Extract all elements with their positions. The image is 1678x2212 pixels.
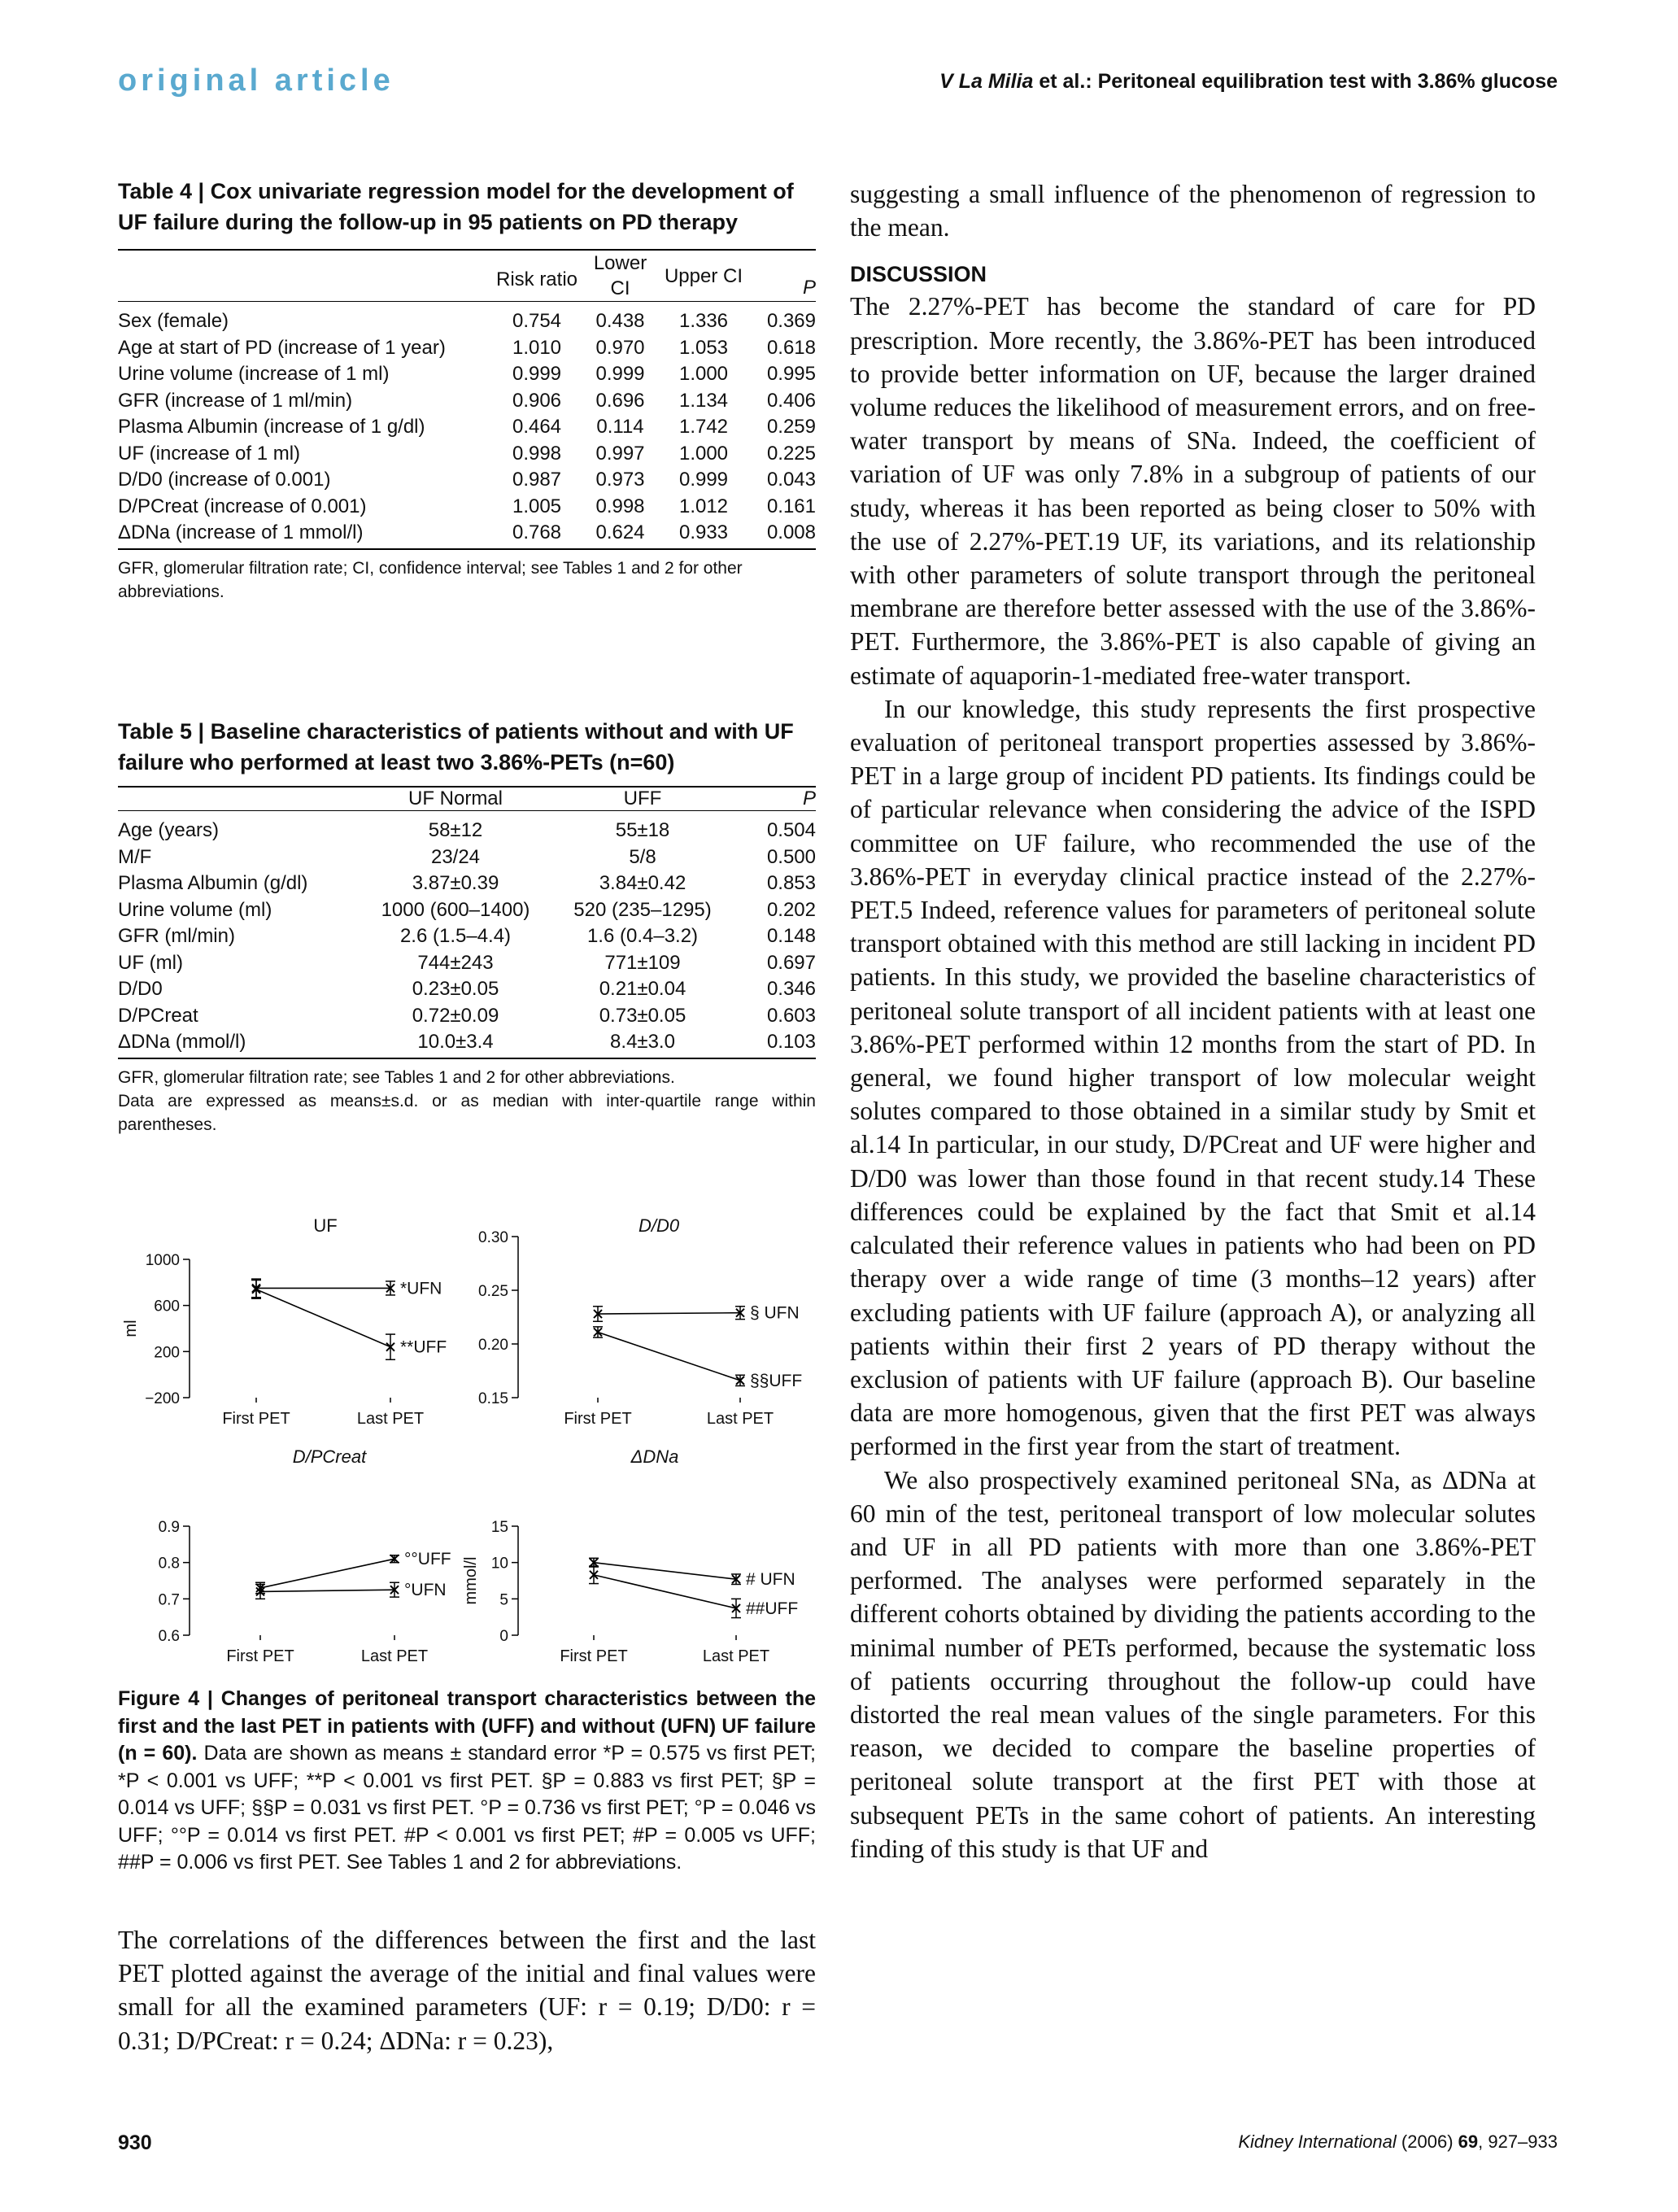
- table4-col-1: Risk ratio: [492, 250, 582, 302]
- table4-caption: Table 4 | Cox univariate regression model for the development of UF failure during the follow-up in 95 patients on PD therapy: [118, 179, 794, 234]
- table4-row: [118, 388, 816, 415]
- y-tick-label: 0.15: [478, 1390, 508, 1407]
- table5-footnote-2: Data are expressed as means±s.d. or as median with inter-quartile range within parentheses.: [118, 1091, 816, 1134]
- right-column: [850, 177, 1536, 1865]
- table5-cell: Urine volume (ml): [118, 898, 272, 921]
- table5-cell: 520 (235–1295): [573, 898, 712, 921]
- table4: [118, 249, 816, 547]
- table4-cell: 0.970: [595, 336, 645, 359]
- running-title-authors: V La Milia: [939, 70, 1034, 93]
- table4-cell: Sex (female): [118, 302, 492, 335]
- table4-cell: 0.225: [766, 442, 816, 465]
- table5-caption: Table 5 | Baseline characteristics of patients without and with UF failure who performed at least two 3.86%-PETs (n=60): [118, 719, 794, 774]
- table4-cell: 0.933: [678, 521, 729, 544]
- series-label: °°UFF: [404, 1550, 451, 1569]
- table4-cell: 1.053: [678, 336, 729, 359]
- series-line: [594, 1563, 736, 1580]
- table5-cell: 744±243: [417, 951, 494, 974]
- table5-cell: M/F: [118, 845, 152, 868]
- journal-volume: 69: [1458, 2131, 1479, 2152]
- table4-cell: 0.464: [512, 416, 562, 438]
- table5-row: [118, 976, 816, 1003]
- figure4-charts: [118, 1212, 816, 1676]
- table4-cell: ΔDNa (increase of 1 mmol/l): [118, 521, 364, 544]
- x-tick-label: First PET: [226, 1647, 294, 1665]
- y-tick-label: 0.25: [478, 1283, 508, 1300]
- table5-col-0: [118, 787, 362, 811]
- table5-cell: 0.72±0.09: [412, 1004, 499, 1027]
- table4-col-3: Upper CI: [659, 250, 748, 302]
- chart-title: ΔDNa: [630, 1446, 679, 1467]
- journal-year: (2006): [1401, 2131, 1454, 2152]
- paragraph-0: suggesting a small influence of the phenomenon of regression to the mean.: [850, 180, 1536, 242]
- table4-cell: 0.618: [766, 336, 816, 359]
- table4-cell: 1.742: [678, 416, 729, 438]
- series-label: # UFN: [746, 1570, 795, 1590]
- table5-cell: 0.504: [736, 811, 816, 844]
- chart-title: UF: [313, 1215, 338, 1236]
- series-label: °UFN: [404, 1581, 447, 1600]
- y-tick-label: 0.20: [478, 1337, 508, 1354]
- x-tick-label: Last PET: [356, 1410, 425, 1428]
- figure4-caption-text: Data are shown as means ± standard error *P = 0.575 vs first PET; *P < 0.001 vs UFF; **P < 0.001 vs first PET. §P = 0.883 vs first PET; §P = 0.014 vs UFF; §§P = 0.031 vs first PET. °P = 0.736 vs first PET; °P = 0.046 vs UFF; °°P = 0.014 vs first PET. #P < 0.001 vs first PET; #P = 0.005 vs UFF; ##P = 0.006 vs first PET. See Tables 1 and 2 for abbreviations.: [118, 1742, 817, 1874]
- x-tick-label: First PET: [560, 1647, 628, 1665]
- x-tick-label: Last PET: [706, 1410, 774, 1428]
- table5-cell: 0.103: [766, 1031, 816, 1054]
- table5-cell: 0.21±0.04: [599, 978, 686, 1001]
- table5-cell: 10.0±3.4: [417, 1031, 494, 1054]
- table4-cell: 0.906: [512, 389, 562, 412]
- table4-cell: 1.012: [678, 495, 729, 517]
- table4-cell: 0.999: [595, 363, 645, 386]
- table5-cell: 0.603: [766, 1004, 816, 1027]
- y-tick-label: 0.7: [158, 1591, 180, 1609]
- table4-row: [118, 494, 816, 521]
- table5-row: [118, 1003, 816, 1030]
- table4-cell: 0.043: [766, 469, 816, 491]
- table5-row: [118, 950, 816, 977]
- table4-body: [118, 302, 816, 547]
- table5-cell: ΔDNa (mmol/l): [118, 1031, 246, 1054]
- table5-cell: 0.346: [766, 978, 816, 1001]
- y-tick-label: 1000: [145, 1252, 180, 1269]
- table4-col-4: P: [748, 250, 816, 302]
- table4-cell: Urine volume (increase of 1 ml): [118, 363, 390, 386]
- table4-cell: 0.768: [512, 521, 562, 544]
- y-tick-label: 0.30: [478, 1229, 508, 1246]
- y-tick-label: 0.9: [158, 1519, 180, 1536]
- series-line: [594, 1575, 736, 1608]
- x-tick-label: First PET: [222, 1410, 290, 1428]
- table5-row: [118, 897, 816, 924]
- table4-row: [118, 441, 816, 468]
- table4-footnote: GFR, glomerular filtration rate; CI, confidence interval; see Tables 1 and 2 for other abbreviations.: [118, 548, 816, 604]
- table5-row: [118, 923, 816, 950]
- table5: [118, 786, 816, 1056]
- table5-cell: GFR (ml/min): [118, 925, 235, 948]
- table5-row: [118, 811, 816, 844]
- table4-col-0: [118, 250, 492, 302]
- table4-row: [118, 335, 816, 362]
- table4-block: [118, 176, 816, 604]
- table4-cell: 0.438: [582, 302, 659, 335]
- figure4-caption-title: Figure 4 | Changes of peritoneal transport characteristics between the first and the last PET in patients with (UFF) and without (UFN) UF failure (n = 60).: [118, 1687, 816, 1765]
- table5-cell: 58±12: [362, 811, 549, 844]
- table4-cell: 0.995: [766, 363, 816, 386]
- table4-cell: 0.369: [748, 302, 816, 335]
- x-tick-label: Last PET: [702, 1647, 770, 1665]
- table5-cell: 0.73±0.05: [599, 1004, 686, 1027]
- table4-cell: 0.696: [595, 389, 645, 412]
- series-line: [598, 1313, 740, 1314]
- table5-block: [118, 716, 816, 1137]
- table4-cell: 1.134: [678, 389, 729, 412]
- table4-cell: 0.973: [595, 469, 645, 491]
- table5-cell: 3.84±0.42: [599, 872, 686, 895]
- table5-cell: UF (ml): [118, 951, 183, 974]
- series-line: [598, 1332, 740, 1380]
- page-number: 930: [118, 2131, 152, 2154]
- table5-row: [118, 1029, 816, 1056]
- table4-cell: D/D0 (increase of 0.001): [118, 469, 331, 491]
- series-line: [260, 1590, 394, 1591]
- y-tick-label: 15: [490, 1519, 508, 1536]
- paragraph-2: In our knowledge, this study represents the first prospective evaluation of peritoneal transport properties assessed by 3.86%-PET in a large group of incident PD patients. Its findings could be of particular relevance when considering the advice of the ISPD committee on UF failure, who recommended the use of the 3.86%-PET in everyday clinical practice instead of the 2.27%-PET.5 Indeed, reference values for parameters of peritoneal solute transport obtained with this method are still lacking in incident PD patients. In this study, we provided the baseline characteristics of peritoneal solute transport of all incident patients with at least one 3.86%-PET performed within 12 months from the start of PD. In general, we found higher transport of low molecular weight solutes compared to those obtained in a similar study by Smit et al.14 In particular, in our study, D/PCreat and UF were higher and D/D0 was lower than those found in that recent study.14 These differences could be explained by the fact that Smit et al.14 calculated their reference values in patients who had been on PD therapy over a wide range of time (3 months–12 years) after excluding patients with UF failure (approach A), or analyzing all patients within their first 2 years of PD therapy without the exclusion of patients with UF failure (approach B). Our baseline data are more homogenous, given that the first PET was always performed in the first year from the start of treatment.: [850, 694, 1536, 1461]
- x-tick-label: First PET: [564, 1410, 632, 1428]
- table5-cell: 1000 (600–1400): [381, 898, 530, 921]
- section-label: original article: [118, 63, 394, 98]
- y-tick-label: 0.6: [158, 1628, 180, 1645]
- table5-cell: 3.87±0.39: [412, 872, 499, 895]
- left-paragraph: The correlations of the differences between the first and the last PET plotted against the average of the initial and final values were small for all the examined parameters (UF: r = 0.19; D/D0: r = 0.31; D/PCreat: r = 0.24; ΔDNa: r = 0.23),: [118, 1926, 816, 2055]
- table4-cell: 0.997: [595, 442, 645, 465]
- table4-cell: 0.754: [492, 302, 582, 335]
- table5-cell: 8.4±3.0: [610, 1031, 675, 1054]
- y-tick-label: 5: [499, 1591, 508, 1609]
- table4-cell: 0.987: [512, 469, 562, 491]
- table5-body: [118, 811, 816, 1056]
- table4-cell: D/PCreat (increase of 0.001): [118, 495, 367, 517]
- table5-cell: 0.148: [766, 925, 816, 948]
- table5-cell: 0.853: [766, 872, 816, 895]
- table4-cell: 0.008: [766, 521, 816, 544]
- table4-cell: 1.000: [678, 363, 729, 386]
- table4-cell: 1.000: [678, 442, 729, 465]
- table5-row: [118, 844, 816, 871]
- series-line: [260, 1559, 394, 1588]
- table4-row: [118, 302, 816, 335]
- table5-col-1: UF Normal: [362, 787, 549, 811]
- table4-cell: 0.999: [678, 469, 729, 491]
- y-tick-label: 10: [490, 1555, 508, 1573]
- table4-cell: 0.114: [596, 416, 644, 438]
- table4-cell: GFR (increase of 1 ml/min): [118, 389, 353, 412]
- table5-cell: 771±109: [604, 951, 681, 974]
- y-axis-label: mmol/l: [462, 1556, 480, 1605]
- table4-cell: 0.998: [595, 495, 645, 517]
- series-label: §§UFF: [750, 1371, 803, 1390]
- table5-cell: 0.697: [766, 951, 816, 974]
- table4-cell: 1.005: [512, 495, 562, 517]
- table5-cell: 0.500: [766, 845, 816, 868]
- y-tick-label: 600: [154, 1298, 180, 1315]
- journal-name: Kidney International: [1238, 2131, 1397, 2152]
- table4-cell: 0.161: [766, 495, 816, 517]
- series-label: *UFN: [400, 1279, 442, 1298]
- series-label: **UFF: [400, 1337, 447, 1357]
- table4-cell: UF (increase of 1 ml): [118, 442, 301, 465]
- figure4-caption: [118, 1686, 816, 1877]
- table4-cell: 0.406: [766, 389, 816, 412]
- table5-cell: 1.6 (0.4–3.2): [586, 925, 699, 948]
- table4-cell: 1.010: [512, 336, 562, 359]
- paragraph-3: We also prospectively examined peritoneal SNa, as ΔDNa at 60 min of the test, peritoneal transport of low molecular solutes and UF in all PD patients with more than one 3.86%-PET performed. The analyses were performed separately in the different cohorts obtained by dividing the patients according to the minimal number of PETs performed, because the systematic loss of patients occurring throughout the follow-up could have distorted the real mean values of the single parameters. For this reason, we decided to compare the baseline properties of peritoneal solute transport at the first PET with those at subsequent PETs in the same cohort of patients. An interesting finding of this study is that UF and: [850, 1465, 1536, 1863]
- table5-cell: D/PCreat: [118, 1004, 198, 1027]
- table4-cell: 0.259: [766, 416, 816, 438]
- table5-cell: 0.23±0.05: [412, 978, 499, 1001]
- table5-cell: 2.6 (1.5–4.4): [399, 925, 512, 948]
- series-label: ##UFF: [746, 1599, 799, 1618]
- series-label: § UFN: [750, 1303, 800, 1323]
- table5-cell: 5/8: [629, 845, 656, 868]
- y-tick-label: 0.8: [158, 1555, 180, 1573]
- running-title: [939, 70, 1558, 94]
- table5-row: [118, 870, 816, 897]
- y-axis-label: ml: [122, 1320, 140, 1337]
- table5-cell: 55±18: [549, 811, 736, 844]
- journal-pages: , 927–933: [1478, 2131, 1558, 2152]
- table5-cell: D/D0: [118, 978, 163, 1001]
- y-tick-label: −200: [145, 1390, 180, 1407]
- chart-title: D/PCreat: [292, 1446, 367, 1467]
- table4-col-2: Lower CI: [582, 250, 659, 302]
- table5-col-3: P: [736, 787, 816, 811]
- table5-cell: 23/24: [430, 845, 481, 868]
- table5-footnote-1: GFR, glomerular filtration rate; see Tables 1 and 2 for other abbreviations.: [118, 1058, 816, 1089]
- x-tick-label: Last PET: [360, 1647, 429, 1665]
- discussion-heading: DISCUSSION: [850, 262, 987, 287]
- y-tick-label: 200: [154, 1344, 180, 1362]
- table5-col-2: UFF: [549, 787, 736, 811]
- table4-cell: Age at start of PD (increase of 1 year): [118, 336, 446, 359]
- table4-cell: 1.336: [659, 302, 748, 335]
- table5-cell: 0.202: [766, 898, 816, 921]
- table4-cell: 0.998: [512, 442, 562, 465]
- chart-title: D/D0: [638, 1215, 680, 1236]
- running-title-rest: et al.: Peritoneal equilibration test with 3.86% glucose: [1033, 70, 1558, 93]
- table4-row: [118, 467, 816, 494]
- table4-cell: 0.624: [595, 521, 645, 544]
- series-line: [256, 1289, 390, 1347]
- table4-row: [118, 414, 816, 441]
- table4-row: [118, 520, 816, 547]
- table4-cell: Plasma Albumin (increase of 1 g/dl): [118, 416, 425, 438]
- table4-row: [118, 361, 816, 388]
- paragraph-1: The 2.27%-PET has become the standard of care for PD prescription. More recently, the 3.86%-PET has been introduced to provide better information on UF, because the larger drained volume reduces the likelihood of measurement errors, and on free-water transport by means of SNa. Indeed, the coefficient of variation of UF was only 7.8% in a subgroup of patients of our study, whereas it has been reported as being closer to 50% with the use of 2.27%-PET.19 UF, its variations, and its relationship with other parameters of solute transport through the peritoneal membrane are therefore better assessed with the use of the 3.86%-PET. Furthermore, the 3.86%-PET is also capable of giving an estimate of aquaporin-1-mediated free-water transport.: [850, 292, 1536, 690]
- table5-cell: Plasma Albumin (g/dl): [118, 872, 308, 895]
- table5-cell: Age (years): [118, 811, 362, 844]
- y-tick-label: 0: [499, 1628, 508, 1645]
- journal-footer: [1238, 2131, 1558, 2153]
- table4-cell: 0.999: [512, 363, 562, 386]
